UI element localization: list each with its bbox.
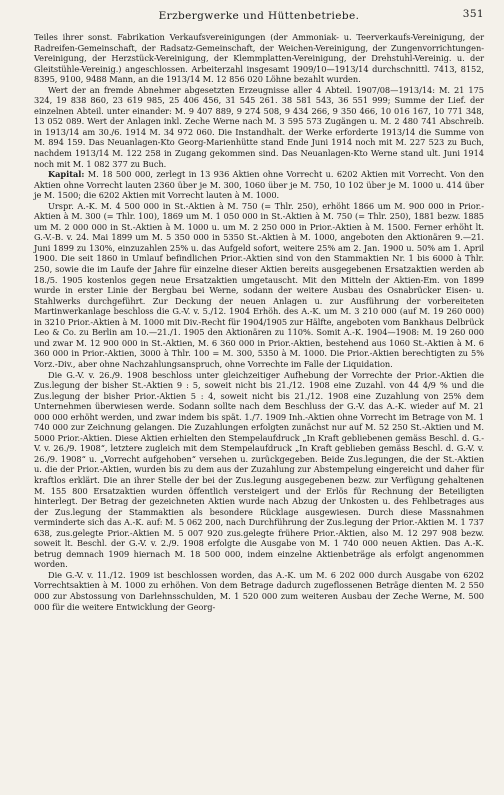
running-head	[34, 8, 484, 24]
running-title: Erzbergwerke und Hüttenbetriebe.	[158, 10, 360, 22]
paragraph-lead: Kapital:	[48, 169, 85, 180]
paragraph	[34, 169, 484, 201]
paragraph	[34, 570, 484, 612]
paragraph-text: Wert der an fremde Abnehmer abgesetzten Erzeugnisse aller 4 Abteil. 1907/08—1913/14: M. 21 175 324, 19 838 860, 23 619 985, 25 406 456, 31 545 261. 38 581 543, 36 551 999; Summe der Lief. der einzelnen Abteil. unter einander: M. 9 407 889, 9 274 508, 9 434 266, 9 350 466, 10 016 167, 10 771 348, 13 052 089. Wert der Anlagen inkl. Zeche Werne nach M. 3 595 573 Zugängen u. M. 2 480 741 Abschreib. in 1913/14 am 30./6. 1914 M. 34 972 060. Die Instandhalt. der Werke erforderte 1913/14 die Summe von M. 894 159. Das Neuanlagen-Kto Georg-Marienhütte stand Ende Juni 1914 noch mit M. 227 523 zu Buch, nachdem 1913/14 M. 122 258 in Zugang gekommen sind. Das Neuanlagen-Kto Werne stand ult. Juni 1914 noch mit M. 1 082 377 zu Buch.	[34, 84, 484, 169]
paragraph-text: Urspr. A.-K. M. 4 500 000 in St.-Aktien à M. 750 (= Thlr. 250), erhöht 1866 um M. 900 000 in Prior.-Aktien à M. 300 (= Thlr. 100), 1869 um M. 1 050 000 in St.-Aktien à M. 750 (= Thlr. 250), 1881 bezw. 1885 um M. 2 000 000 in St.-Aktien à M. 1000 u. um M. 2 250 000 in Prior.-Aktien à M. 1500. Ferner erhöht lt. G.-V.-B. v. 24. Mai 1899 um M. 5 350 000 in 5350 St.-Aktien à M. 1000, angeboten den Aktionären 9.—21. Juni 1899 zu 130%, einzuzahlen 25% u. das Aufgeld sofort, weitere 25% am 2. Jan. 1900 u. 50% am 1. April 1900. Die seit 1860 in Umlauf befindlichen Prior.-Aktien sind von den Stammaktien Nr. 1 bis 6000 à Thlr. 250, sowie die im Laufe der Jahre für einzelne dieser Aktien bereits ausgegebenen Ersatzaktien werden ab 18./5. 1905 kostenlos gegen neue Ersatzaktien umgetauscht. Mit den Mitteln der Aktien-Em. von 1899 wurde in erster Linie der Bergbau bei Werne, sodann der weitere Ausbau des Osnabrücker Eisen- u. Stahlwerks durchgeführt. Zur Deckung der neuen Anlagen u. zur Ausführung der vorbereiteten Martinwerkanlage beschloss die G.-V. v. 5./12. 1904 Erhöh. des A.-K. um M. 3 210 000 (auf M. 19 260 000) in 3210 Prior.-Aktien à M. 1000 mit Div.-Recht für 1904/1905 zur Hälfte, angeboten vom Bankhaus Delbrück Leo & Co. zu Berlin am 10.—21./1. 1905 den Aktionären zu 110%. Somit A.-K. 1904—1908: M. 19 260 000 und zwar M. 12 900 000 in St.-Aktien, M. 6 360 000 in Prior.-Aktien, bestehend aus 1060 St.-Aktien à M. 6 360 000 in Prior.-Aktien, 3000 à Thlr. 100 = M. 300, 5350 à M. 1000. Die Prior.-Aktien berechtigten zu 5% Vorz.-Div., aber ohne Nachzahlungsanspruch, ohne Vorrechte im Falle der Liquidation.	[34, 200, 484, 369]
paragraph	[34, 32, 484, 85]
paragraph	[34, 201, 484, 370]
paragraph-text: Teiles ihrer sonst. Fabrikation Verkaufsvereinigungen (der Ammoniak- u. Teerverkaufs-Vereinigung, der Radreifen-Gemeinschaft, der Radsatz-Gemeinschaft, der Weichen-Vereinigung, der Zungenvorrichtungen-Vereinigung, der Herzstück-Vereinigung, der Klemmplatten-Vereinigung, der Drehstuhl-Vereinig. u. der Gleitstühle-Vereinig.) angeschlossen. Arbeiterzahl insgesamt 1909/10—1913/14 durchschnittl. 7413, 8152, 8395, 9100, 9488 Mann, an die 1913/14 M. 12 856 020 Löhne bezahlt wurden.	[34, 32, 484, 85]
page-number: 351	[462, 8, 484, 20]
paragraph-text: M. 18 500 000, zerlegt in 13 936 Aktien ohne Vorrecht u. 6202 Aktien mit Vorrecht. Von den Aktien ohne Vorrecht lauten 2360 über je M. 300, 1060 über je M. 750, 10 102 über je M. 1000 u. 414 über je M. 1500; die 6202 Aktien mit Vorrecht lauten à M. 1000.	[34, 169, 484, 201]
paragraph-text: Die G.-V. v. 26./9. 1908 beschloss unter gleichzeitiger Aufhebung der Vorrechte der Prior.-Aktien die Zus.legung der bisher St.-Aktien 9 : 5, soweit nicht bis 21./12. 1908 eine Zuzahl. von 44 4/9 % und die Zus.legung der bisher Prior.-Aktien 5 : 4, soweit nicht bis 21./12. 1908 eine Zuzahlung von 25% dem Unternehmen überwiesen werde. Sodann sollte nach dem Beschluss der G.-V. das A.-K. wieder auf M. 21 000 000 erhöht werden, und zwar indem bis spät. 1./7. 1909 Inh.-Aktien ohne Vorrecht im Betrage von M. 1 740 000 zur Zeichnung gelangen. Die Zuzahlungen erfolgten zunächst nur auf M. 52 250 St.-Aktien und M. 5000 Prior.-Aktien. Diese Aktien erhielten den Stempelaufdruck „In Kraft gebliebenen gemäss Beschl. d. G.-V. v. 26./9. 1908“, letztere zugleich mit dem Stempelaufdruck „In Kraft geblieben gemäss Beschl. d. G.-V. v. 26./9. 1908“ u. „Vorrecht aufgehoben“ versehen u. zurückgegeben. Beide Zus.legungen, die der St.-Aktien u. die der Prior.-Aktien, wurden bis zu dem aus der Zuzahlung zur Abstempelung eingereicht und daher für kraftlos erklärt. Die an ihrer Stelle der bei der Zus.legung ausgegebenen bezw. zur Verfügung gehaltenen M. 155 800 Ersatzaktien wurden öffentlich versteigert und der Erlös für Rechnung der Beteiligten hinterlegt. Der Betrag der gezeichneten Aktien wurde nach Abzug der Unkosten u. des Fehlbetrages aus der Zus.legung der Stammaktien als besondere Rücklage ausgewiesen. Durch diese Massnahmen verminderte sich das A.-K. auf: M. 5 062 200, nach Durchführung der Zus.legung der Prior.-Aktien M. 1 737 638, zus.gelegte Prior.-Aktien M. 5 007 920 zus.gelegte frühere Prior.-Aktien, also M. 12 297 908 bezw. soweit lt. Beschl. der G.-V. v. 2./9. 1908 erfolgte die Ausgabe von M. 1 740 000 neuen Aktien. Das A.-K. betrug demnach 1909 hiernach M. 18 500 000, indem einzelne Aktienbeträge als erfolgt angenommen worden.	[34, 369, 484, 570]
paragraph-text: Die G.-V. v. 11./12. 1909 ist beschlossen worden, das A.-K. um M. 6 202 000 durch Ausgabe von 6202 Vorrechtsaktien à M. 1000 zu erhöhen. Von dem Betrage dadurch zugeflossenen Beträge dienten M. 2 550 000 zur Abstossung von Darlehnsschulden, M. 1 520 000 zum weiteren Ausbau der Zeche Werne, M. 500 000 für die weitere Entwicklung der Georg-	[34, 569, 484, 612]
paragraph	[34, 370, 484, 570]
paragraph	[34, 85, 484, 169]
body-text	[34, 32, 484, 612]
